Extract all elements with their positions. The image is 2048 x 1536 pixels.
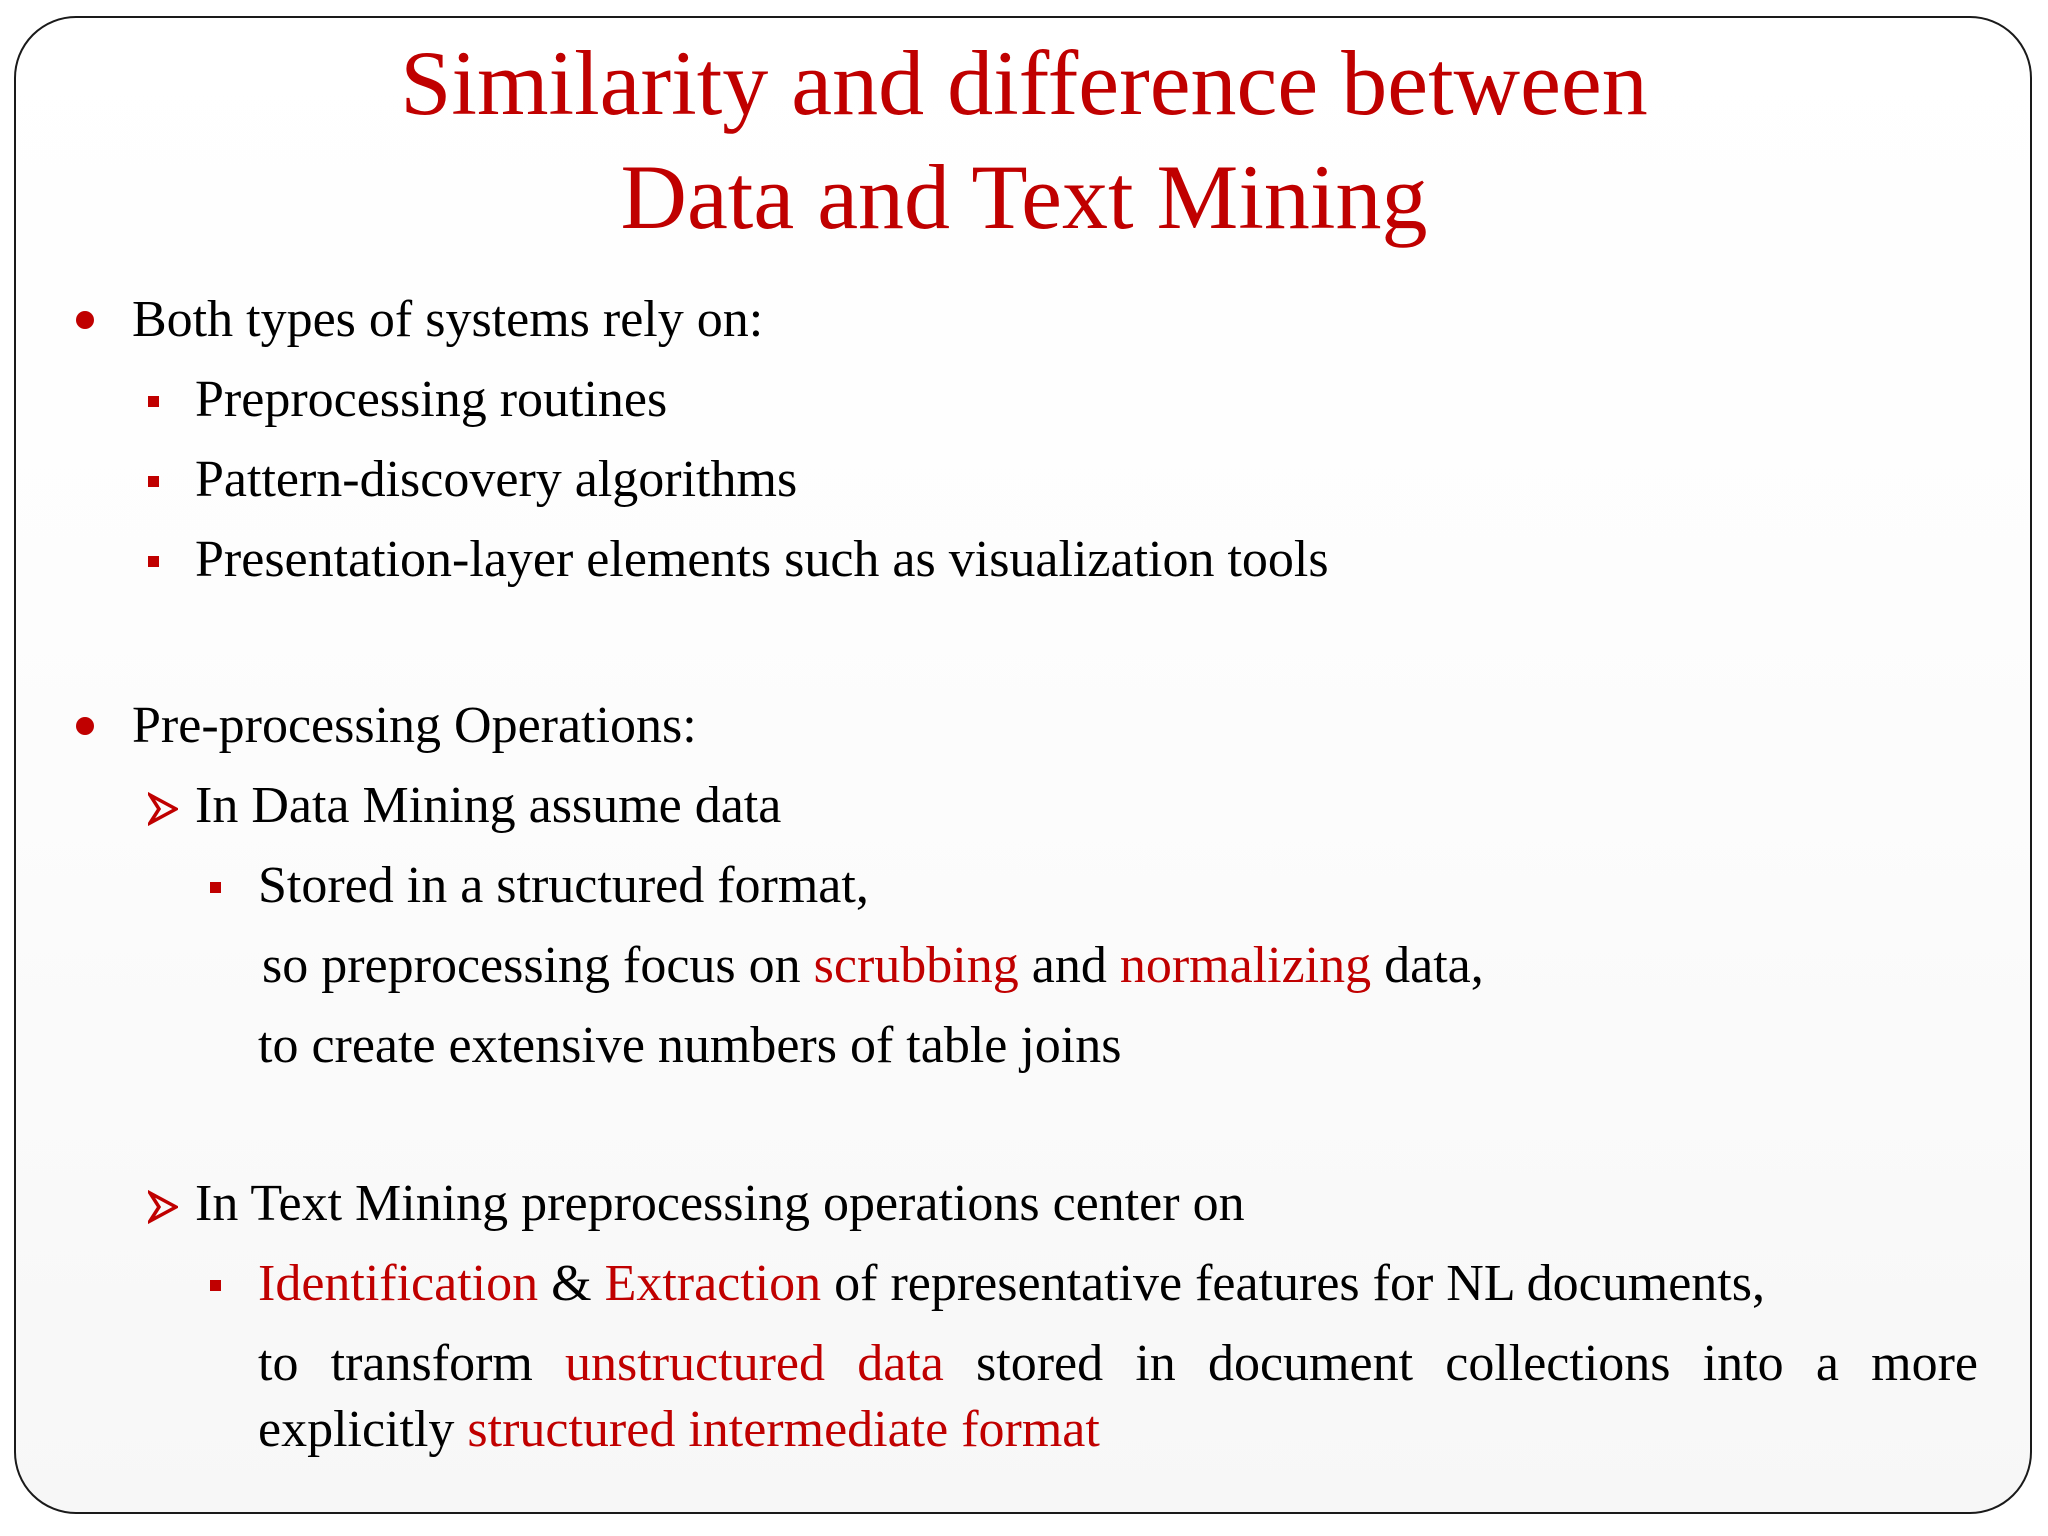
arrow-bullet-icon <box>148 1190 178 1224</box>
title-line-1: Similarity and difference between <box>400 32 1648 134</box>
square-bullet-icon <box>148 556 159 567</box>
square-bullet-icon <box>148 396 159 407</box>
highlight-text: normalizing <box>1119 937 1372 994</box>
highlight-text: structured intermediate format <box>467 1401 1100 1458</box>
continuation-line: so preprocessing focus on scrubbing and normalizing data, <box>262 937 1484 994</box>
list-item: Stored in a structured format, <box>258 857 869 914</box>
continuation-line: to create extensive numbers of table joins <box>258 1017 1122 1074</box>
continuation-line: explicitly structured intermediate format <box>258 1401 1100 1458</box>
bullet-dot-icon <box>76 311 94 329</box>
list-item: Preprocessing routines <box>195 371 668 428</box>
section-heading: Pre-processing Operations: <box>132 697 697 754</box>
highlight-text: scrubbing <box>813 937 1019 994</box>
bullet-dot-icon <box>76 717 94 735</box>
title-line-2: Data and Text Mining <box>620 146 1428 248</box>
list-item: Identification & Extraction of representative features for NL documents, <box>258 1255 1765 1312</box>
highlight-text: Extraction <box>604 1255 822 1312</box>
section-heading: Both types of systems rely on: <box>132 291 764 348</box>
sub-heading: In Data Mining assume data <box>195 777 782 834</box>
square-bullet-icon <box>210 1280 221 1291</box>
slide-title <box>0 26 2048 254</box>
sub-heading: In Text Mining preprocessing operations center on <box>195 1175 1245 1232</box>
highlight-text: Identification <box>258 1255 539 1312</box>
list-item: Presentation-layer elements such as visualization tools <box>195 531 1329 588</box>
list-item: Pattern-discovery algorithms <box>195 451 798 508</box>
arrow-bullet-icon <box>148 792 178 826</box>
continuation-line: to transform unstructured data stored in document collections into a more <box>258 1335 1978 1392</box>
highlight-text: unstructured data <box>565 1335 944 1392</box>
square-bullet-icon <box>148 476 159 487</box>
square-bullet-icon <box>210 882 221 893</box>
